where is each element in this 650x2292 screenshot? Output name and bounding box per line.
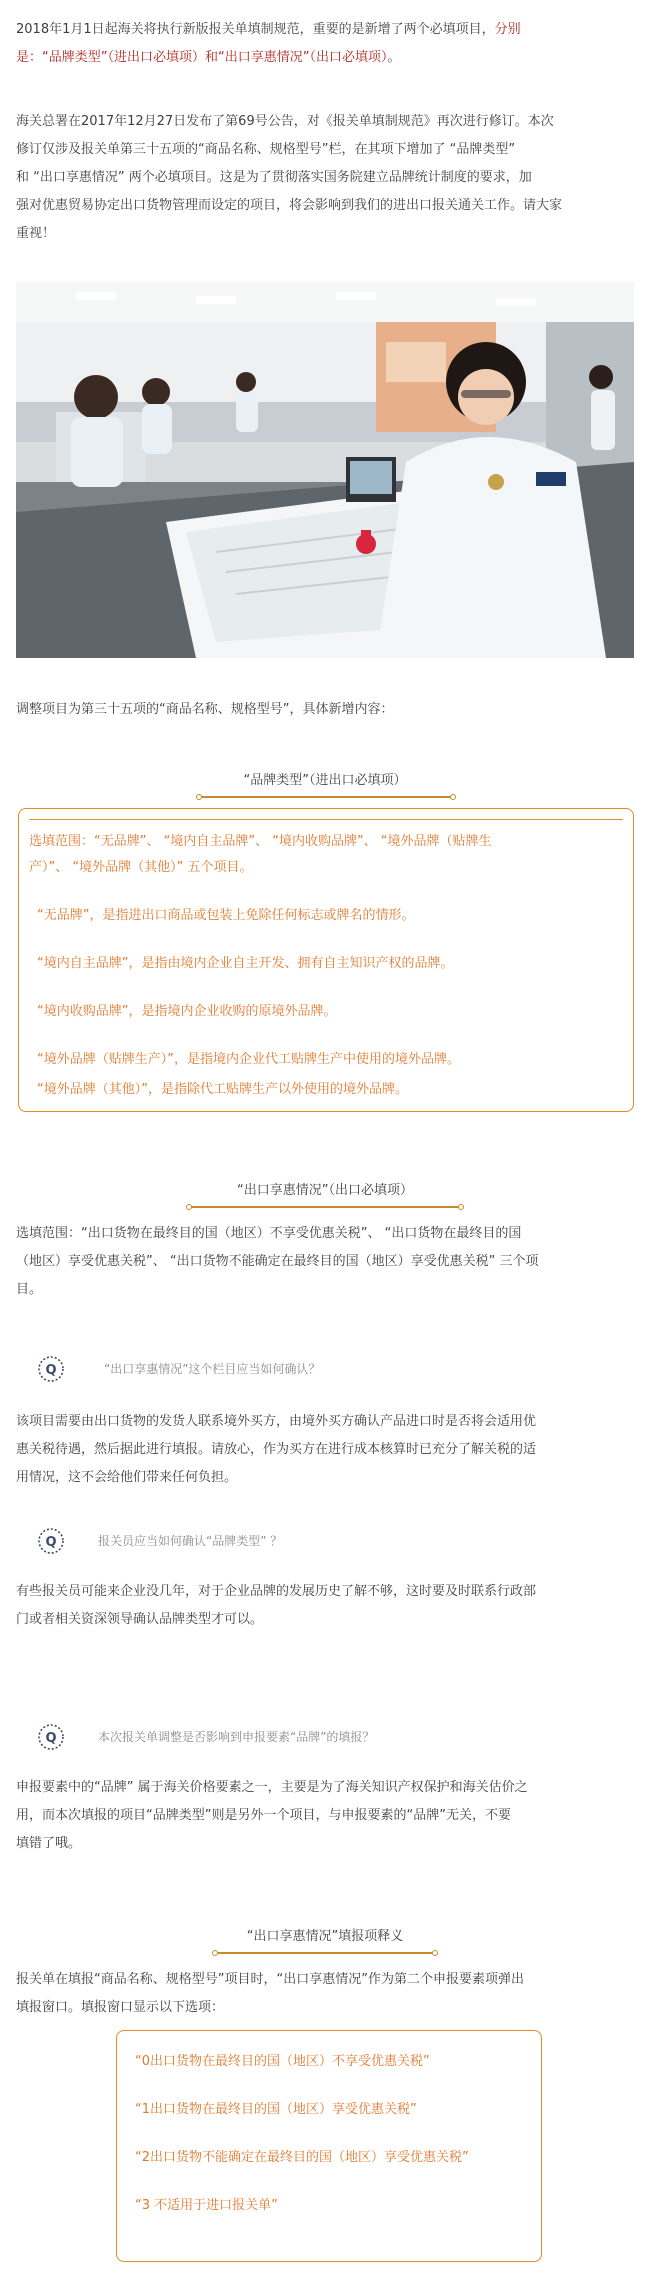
section-title-text: “出口享惠情况”（出口必填项） [237,1183,413,1198]
customs-office-photo [16,282,634,658]
title-underline-dot [432,1950,438,1956]
para-line: 有些报关员可能来企业没几年，对于企业品牌的发展历史了解不够，这时要及时联系行政部 [16,1584,537,1599]
svg-text:Q: Q [45,1363,57,1378]
para-line: 申报要素中的“品牌” 属于海关价格要素之一，主要是为了海关知识产权保护和海关估价之 [16,1780,528,1795]
brand-type-line: 选填范围：“无品牌”、 “境内自主品牌”、 “境内收购品牌”、 “境外品牌（贴牌生 [29,834,492,849]
question-text: “出口享惠情况”这个栏目应当如何确认？ [104,1362,321,1376]
para-line: 该项目需要由出口货物的发货人联系境外买方，由境外买方确认产品进口时是否将会适用优 [16,1414,537,1429]
section-title-export-preference-explanation [0,1924,650,1954]
title-underline [200,796,452,798]
para-line: 强对优惠贸易协定出口货物管理而设定的项目，将会影响到我们的进出口报关通关工作。请大家 [16,198,563,213]
announcement-paragraph [16,108,634,248]
intro-highlight-a: 分别 [494,22,521,37]
title-underline [190,1206,460,1208]
option-item: “2出口货物不能确定在最终目的国（地区）享受优惠关税” [135,2150,469,2165]
title-underline-dot [196,794,202,800]
section-title-export-preference [0,1178,650,1208]
answer-3 [16,1774,634,1858]
box-top-rule [29,819,623,820]
intro-period: 。 [387,50,401,65]
brand-type-line: “境内自主品牌”，是指由境内企业自主开发、拥有自主知识产权的品牌。 [37,956,454,971]
option-item: “0出口货物在最终目的国（地区）不享受优惠关税” [135,2054,430,2069]
adjust-intro-text: 调整项目为第三十五项的“商品名称、规格型号”，具体新增内容： [16,702,394,717]
para-line: 填错了哦。 [16,1836,82,1851]
intro-line-2 [16,44,634,72]
explanation-paragraph [16,1966,634,2022]
question-icon [36,1526,66,1556]
brand-type-box [18,808,634,1112]
question-3 [16,1718,634,1758]
para-line: 用情况，这不会给他们带来任何负担。 [16,1470,238,1485]
para-line: 海关总署在2017年12月27日发布了第69号公告，对《报关单填制规范》再次进行修订。本次 [16,114,554,129]
brand-type-line: “境外品牌（其他）”，是指除代工贴牌生产以外使用的境外品牌。 [37,1082,408,1097]
intro-paragraph [16,16,634,72]
para-line: 填报窗口。填报窗口显示以下选项： [16,2000,225,2015]
title-underline-dot [186,1204,192,1210]
question-icon [36,1722,66,1752]
svg-text:Q: Q [45,1731,57,1746]
para-line: 惠关税待遇，然后据此进行填报。请放心，作为买方在进行成本核算时已充分了解关税的适 [16,1442,537,1457]
para-line: 目。 [16,1282,43,1297]
question-text: 本次报关单调整是否影响到申报要素“品牌”的填报？ [98,1730,375,1744]
para-line: 重视！ [16,226,56,241]
option-item: “3 不适用于进口报关单” [135,2198,278,2213]
question-2 [16,1522,634,1562]
export-preference-paragraph [16,1220,634,1304]
answer-2 [16,1578,634,1634]
section-title-brand-type [0,768,650,798]
para-line: 用，而本次填报的项目“品牌类型”则是另外一个项目，与申报要素的“品牌”无关，不要 [16,1808,511,1823]
para-line: 门或者相关资深领导确认品牌类型才可以。 [16,1612,264,1627]
section-title-text: “品牌类型”（进出口必填项） [243,773,407,788]
title-underline-dot [212,1950,218,1956]
section-title-text: “出口享惠情况”填报项释义 [246,1929,404,1944]
title-underline-dot [450,794,456,800]
brand-type-line: “无品牌”，是指进出口商品或包装上免除任何标志或牌名的情形。 [37,908,415,923]
answer-1 [16,1408,634,1492]
para-line: 报关单在填报“商品名称、规格型号”项目时，“出口享惠情况”作为第二个申报要素项弹出 [16,1972,524,1987]
brand-type-line: “境外品牌（贴牌生产）”，是指境内企业代工贴牌生产中使用的境外品牌。 [37,1052,460,1067]
para-line: 选填范围：“出口货物在最终目的国（地区）不享受优惠关税”、 “出口货物在最终目的国 [16,1226,522,1241]
question-text: 报关员应当如何确认“品牌类型” ？ [98,1534,283,1548]
intro-line-1 [16,16,634,44]
brand-type-line: “境内收购品牌”，是指境内企业收购的原境外品牌。 [37,1004,337,1019]
option-item: “1出口货物在最终目的国（地区）享受优惠关税” [135,2102,417,2117]
para-line: 和 “出口享惠情况” 两个必填项目。这是为了贯彻落实国务院建立品牌统计制度的要求，加 [16,170,532,185]
para-line: （地区）享受优惠关税”、 “出口货物不能确定在最终目的国（地区）享受优惠关税” 三个项 [16,1254,539,1269]
options-box [116,2030,542,2262]
intro-text: 2018年1月1日起海关将执行新版报关单填制规范，重要的是新增了两个必填项目， [16,22,495,37]
question-icon [36,1354,66,1384]
question-1 [16,1350,634,1390]
title-underline [216,1952,434,1954]
intro-highlight-b: 是：“品牌类型”（进出口必填项）和“出口享惠情况”（出口必填项） [16,50,388,65]
title-underline-dot [458,1204,464,1210]
svg-text:Q: Q [45,1535,57,1550]
para-line: 修订仅涉及报关单第三十五项的“商品名称、规格型号”栏，在其项下增加了 “品牌类型” [16,142,516,157]
brand-type-line: 产）”、 “境外品牌（其他）” 五个项目。 [29,860,253,875]
photo-illustration [16,282,634,658]
